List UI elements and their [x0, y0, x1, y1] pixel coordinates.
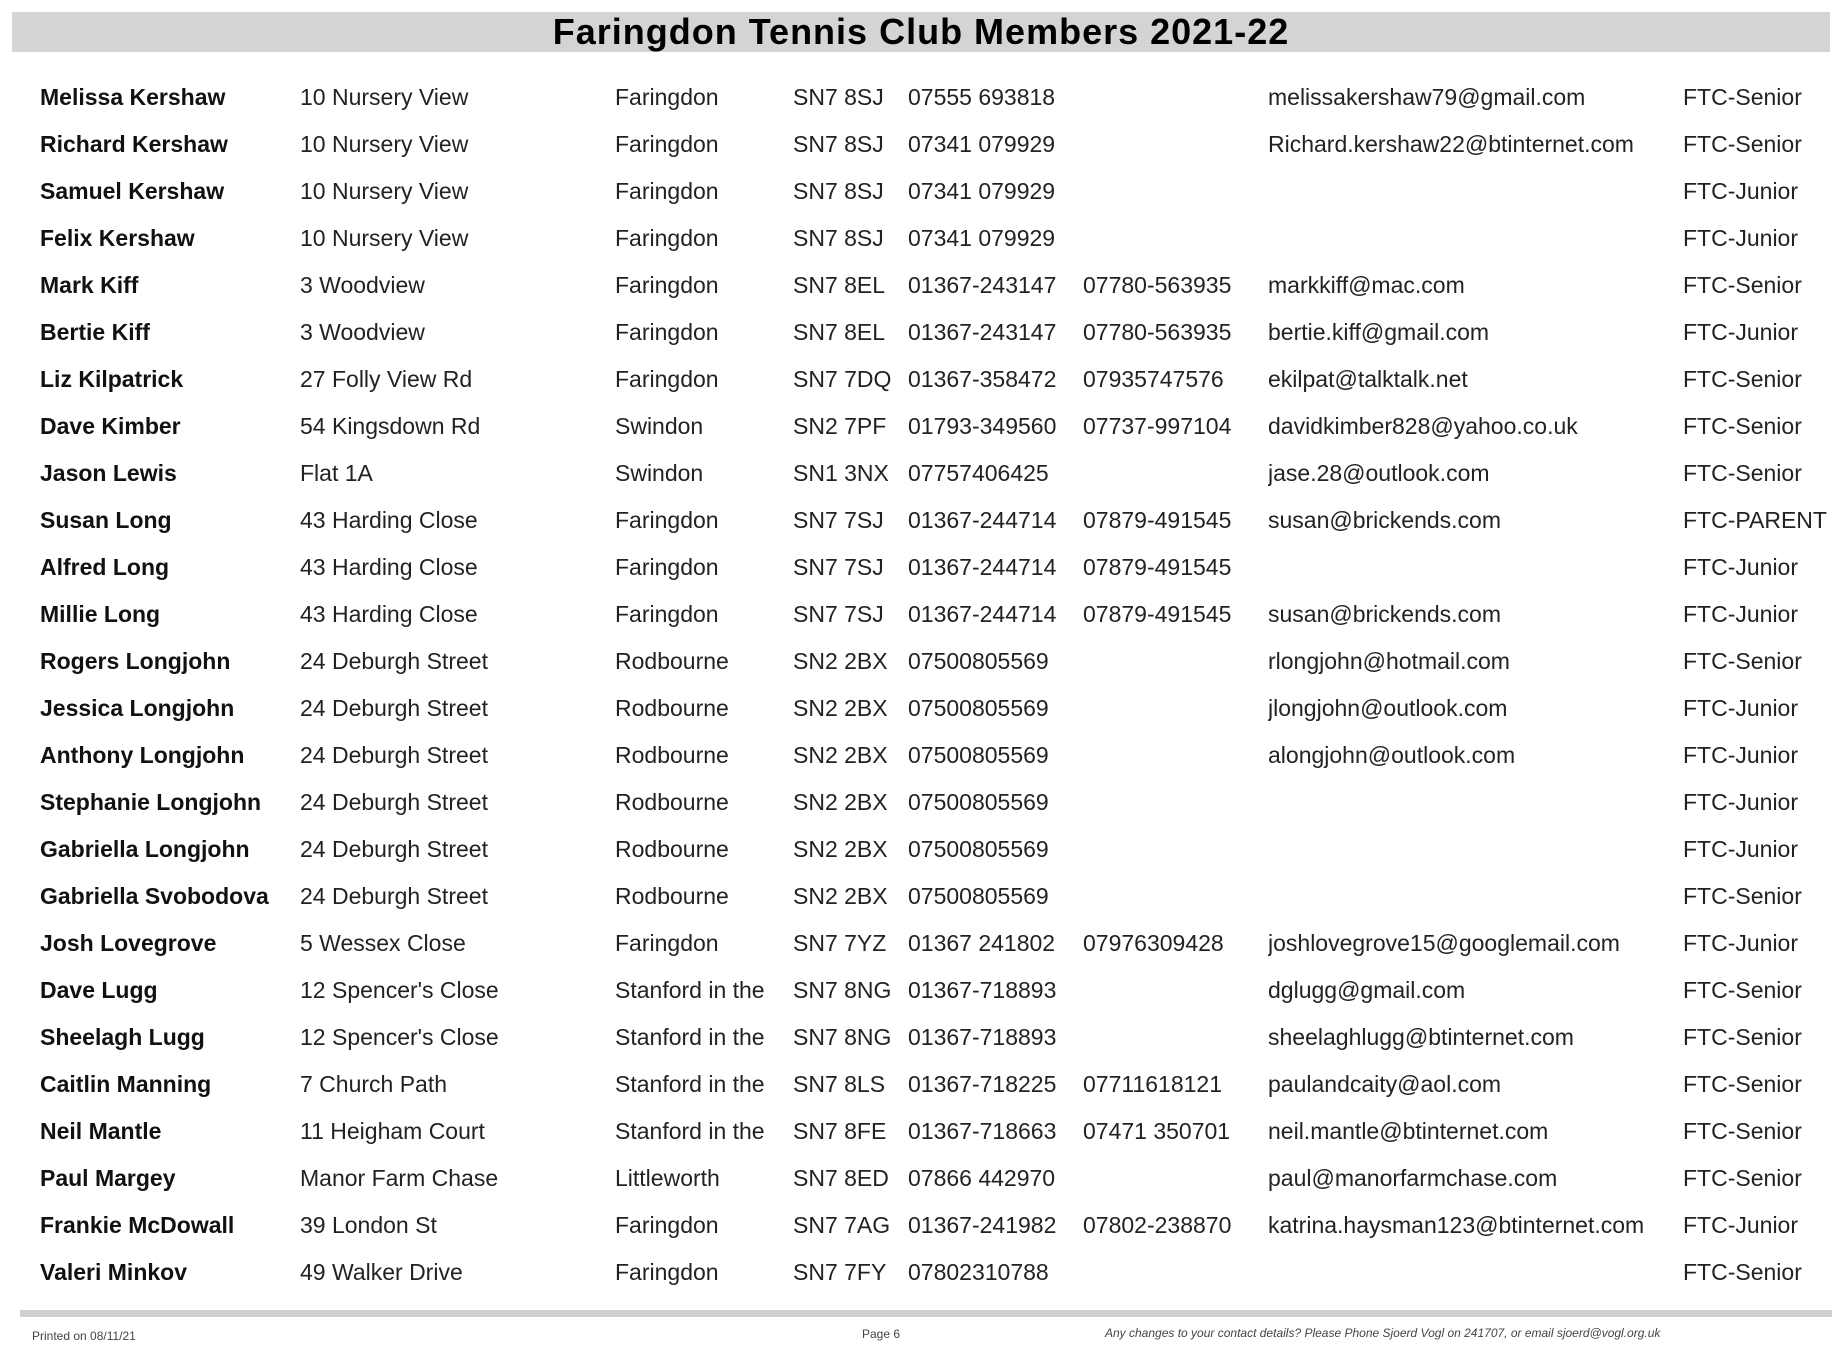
member-email: davidkimber828@yahoo.co.uk — [1268, 413, 1578, 439]
member-postcode: SN2 2BX — [793, 742, 888, 768]
member-postcode: SN7 8FE — [793, 1118, 887, 1144]
member-postcode: SN7 8EL — [793, 272, 886, 298]
member-name: Richard Kershaw — [40, 131, 228, 157]
member-postcode: SN7 7SJ — [793, 507, 884, 533]
member-email: rlongjohn@hotmail.com — [1268, 648, 1510, 674]
member-town: Stanford in the — [615, 1024, 765, 1050]
member-email: bertie.kiff@gmail.com — [1268, 319, 1490, 345]
member-postcode: SN7 8NG — [793, 977, 892, 1003]
membership-type: FTC-Senior — [1683, 648, 1802, 674]
member-email: neil.mantle@btinternet.com — [1268, 1118, 1549, 1144]
member-email: dglugg@gmail.com — [1268, 977, 1466, 1003]
member-email: ekilpat@talktalk.net — [1268, 366, 1468, 392]
member-row — [0, 638, 1842, 685]
member-mobile: 07879-491545 — [1083, 554, 1232, 580]
member-phone: 07500805569 — [908, 789, 1049, 815]
member-email: melissakershaw79@gmail.com — [1268, 84, 1586, 110]
member-address: 43 Harding Close — [300, 554, 478, 580]
member-postcode: SN7 7YZ — [793, 930, 887, 956]
member-name: Jessica Longjohn — [40, 695, 235, 721]
member-phone: 07500805569 — [908, 836, 1049, 862]
member-row — [0, 74, 1842, 121]
member-address: 10 Nursery View — [300, 225, 469, 251]
member-town: Swindon — [615, 460, 704, 486]
member-name: Gabriella Longjohn — [40, 836, 250, 862]
membership-type: FTC-Senior — [1683, 272, 1802, 298]
member-row — [0, 1014, 1842, 1061]
member-name: Melissa Kershaw — [40, 84, 226, 110]
member-postcode: SN7 8LS — [793, 1071, 886, 1097]
membership-type: FTC-Senior — [1683, 460, 1802, 486]
printed-date: Printed on 08/11/21 — [32, 1329, 136, 1343]
member-town: Faringdon — [615, 366, 719, 392]
member-phone: 01367-718893 — [908, 977, 1057, 1003]
member-name: Valeri Minkov — [40, 1259, 188, 1285]
member-row — [0, 967, 1842, 1014]
member-address: 49 Walker Drive — [300, 1259, 463, 1285]
membership-type: FTC-Junior — [1683, 789, 1799, 815]
member-email: jlongjohn@outlook.com — [1268, 695, 1508, 721]
member-address: 11 Heigham Court — [300, 1118, 485, 1144]
member-name: Gabriella Svobodova — [40, 883, 269, 909]
member-town: Rodbourne — [615, 883, 729, 909]
member-phone: 07341 079929 — [908, 225, 1056, 251]
member-town: Stanford in the — [615, 1118, 765, 1144]
member-postcode: SN7 8EL — [793, 319, 886, 345]
member-phone: 07802310788 — [908, 1259, 1049, 1285]
membership-type: FTC-PARENT — [1683, 507, 1827, 533]
member-row — [0, 591, 1842, 638]
member-name: Jason Lewis — [40, 460, 177, 486]
member-list — [0, 74, 1842, 1296]
member-address: 10 Nursery View — [300, 178, 469, 204]
member-name: Dave Kimber — [40, 413, 181, 439]
member-phone: 07341 079929 — [908, 178, 1056, 204]
member-name: Anthony Longjohn — [40, 742, 245, 768]
member-email: katrina.haysman123@btinternet.com — [1268, 1212, 1645, 1238]
member-postcode: SN7 7DQ — [793, 366, 892, 392]
member-row — [0, 309, 1842, 356]
member-town: Faringdon — [615, 272, 719, 298]
member-town: Stanford in the — [615, 977, 765, 1003]
member-postcode: SN7 8NG — [793, 1024, 892, 1050]
member-name: Susan Long — [40, 507, 172, 533]
membership-type: FTC-Senior — [1683, 84, 1802, 110]
member-row — [0, 215, 1842, 262]
member-email: susan@brickends.com — [1268, 507, 1501, 533]
member-address: 5 Wessex Close — [300, 930, 466, 956]
member-mobile: 07879-491545 — [1083, 601, 1232, 627]
member-phone: 01367-244714 — [908, 554, 1057, 580]
member-mobile: 07780-563935 — [1083, 319, 1232, 345]
member-mobile: 07976309428 — [1083, 930, 1224, 956]
member-town: Faringdon — [615, 225, 719, 251]
member-row — [0, 403, 1842, 450]
member-address: 24 Deburgh Street — [300, 695, 488, 721]
member-name: Millie Long — [40, 601, 161, 627]
member-address: 43 Harding Close — [300, 601, 478, 627]
member-name: Alfred Long — [40, 554, 170, 580]
membership-type: FTC-Senior — [1683, 1165, 1802, 1191]
member-postcode: SN2 2BX — [793, 648, 888, 674]
member-name: Frankie McDowall — [40, 1212, 235, 1238]
member-name: Rogers Longjohn — [40, 648, 231, 674]
membership-type: FTC-Senior — [1683, 1071, 1802, 1097]
member-town: Rodbourne — [615, 648, 729, 674]
member-email: paul@manorfarmchase.com — [1268, 1165, 1558, 1191]
member-row — [0, 356, 1842, 403]
member-town: Rodbourne — [615, 789, 729, 815]
member-mobile: 07802-238870 — [1083, 1212, 1232, 1238]
member-phone: 01367-243147 — [908, 319, 1057, 345]
page-number: Page 6 — [862, 1327, 901, 1341]
member-row — [0, 450, 1842, 497]
member-name: Felix Kershaw — [40, 225, 195, 251]
member-town: Faringdon — [615, 1259, 719, 1285]
member-postcode: SN7 8SJ — [793, 225, 884, 251]
membership-type: FTC-Senior — [1683, 1259, 1802, 1285]
member-town: Rodbourne — [615, 742, 729, 768]
member-postcode: SN7 7SJ — [793, 554, 884, 580]
member-town: Swindon — [615, 413, 704, 439]
membership-type: FTC-Senior — [1683, 131, 1802, 157]
member-town: Faringdon — [615, 930, 719, 956]
member-address: 10 Nursery View — [300, 131, 469, 157]
member-postcode: SN1 3NX — [793, 460, 889, 486]
title-bar — [12, 12, 1830, 52]
footer-divider — [20, 1310, 1832, 1317]
member-address: 24 Deburgh Street — [300, 883, 488, 909]
member-postcode: SN7 8SJ — [793, 84, 884, 110]
membership-type: FTC-Junior — [1683, 319, 1799, 345]
member-email: jase.28@outlook.com — [1268, 460, 1490, 486]
member-name: Samuel Kershaw — [40, 178, 225, 204]
member-mobile: 07471 350701 — [1083, 1118, 1231, 1144]
member-phone: 01367-244714 — [908, 601, 1057, 627]
member-address: 12 Spencer's Close — [300, 1024, 499, 1050]
member-address: 24 Deburgh Street — [300, 742, 488, 768]
member-address: 39 London St — [300, 1212, 437, 1238]
member-mobile: 07711618121 — [1083, 1071, 1222, 1097]
member-name: Josh Lovegrove — [40, 930, 217, 956]
member-town: Faringdon — [615, 601, 719, 627]
member-mobile: 07935747576 — [1083, 366, 1224, 392]
member-row — [0, 779, 1842, 826]
member-email: markkiff@mac.com — [1268, 272, 1465, 298]
member-phone: 01367 241802 — [908, 930, 1056, 956]
member-address: 7 Church Path — [300, 1071, 448, 1097]
member-row — [0, 1202, 1842, 1249]
member-postcode: SN2 2BX — [793, 883, 888, 909]
member-town: Faringdon — [615, 131, 719, 157]
member-phone: 07500805569 — [908, 742, 1049, 768]
member-row — [0, 732, 1842, 779]
member-address: 43 Harding Close — [300, 507, 478, 533]
member-postcode: SN7 8SJ — [793, 178, 884, 204]
member-postcode: SN2 2BX — [793, 695, 888, 721]
member-address: 24 Deburgh Street — [300, 836, 488, 862]
member-town: Faringdon — [615, 84, 719, 110]
member-row — [0, 1249, 1842, 1296]
member-mobile: 07780-563935 — [1083, 272, 1232, 298]
member-postcode: SN7 8ED — [793, 1165, 889, 1191]
member-town: Faringdon — [615, 1212, 719, 1238]
member-postcode: SN7 7SJ — [793, 601, 884, 627]
member-row — [0, 1155, 1842, 1202]
member-email: joshlovegrove15@googlemail.com — [1268, 930, 1620, 956]
member-address: 12 Spencer's Close — [300, 977, 499, 1003]
page-title: Faringdon Tennis Club Members 2021-22 — [552, 11, 1290, 52]
member-name: Sheelagh Lugg — [40, 1024, 205, 1050]
member-postcode: SN2 7PF — [793, 413, 887, 439]
member-postcode: SN2 2BX — [793, 789, 888, 815]
membership-type: FTC-Junior — [1683, 930, 1799, 956]
member-mobile: 07879-491545 — [1083, 507, 1232, 533]
member-town: Faringdon — [615, 507, 719, 533]
member-row — [0, 497, 1842, 544]
member-town: Rodbourne — [615, 695, 729, 721]
membership-type: FTC-Senior — [1683, 366, 1802, 392]
member-row — [0, 920, 1842, 967]
membership-type: FTC-Junior — [1683, 601, 1799, 627]
member-address: 27 Folly View Rd — [300, 366, 473, 392]
member-phone: 01367-718893 — [908, 1024, 1057, 1050]
member-postcode: SN7 8SJ — [793, 131, 884, 157]
membership-type: FTC-Senior — [1683, 1118, 1802, 1144]
member-address: Manor Farm Chase — [300, 1165, 499, 1191]
member-name: Dave Lugg — [40, 977, 158, 1003]
member-town: Faringdon — [615, 554, 719, 580]
member-address: 24 Deburgh Street — [300, 789, 488, 815]
member-town: Faringdon — [615, 319, 719, 345]
member-phone: 01367-243147 — [908, 272, 1057, 298]
member-phone: 07500805569 — [908, 883, 1049, 909]
member-row — [0, 544, 1842, 591]
member-phone: 01367-244714 — [908, 507, 1057, 533]
member-phone: 01367-241982 — [908, 1212, 1057, 1238]
membership-type: FTC-Senior — [1683, 883, 1802, 909]
member-phone: 07866 442970 — [908, 1165, 1056, 1191]
member-row — [0, 873, 1842, 920]
membership-type: FTC-Senior — [1683, 1024, 1802, 1050]
member-town: Faringdon — [615, 178, 719, 204]
membership-type: FTC-Junior — [1683, 554, 1799, 580]
membership-type: FTC-Junior — [1683, 1212, 1799, 1238]
member-name: Bertie Kiff — [40, 319, 150, 345]
member-town: Littleworth — [615, 1165, 720, 1191]
membership-type: FTC-Junior — [1683, 836, 1799, 862]
member-email: alongjohn@outlook.com — [1268, 742, 1516, 768]
member-phone: 01367-718663 — [908, 1118, 1057, 1144]
member-row — [0, 262, 1842, 309]
member-email: Richard.kershaw22@btinternet.com — [1268, 131, 1634, 157]
member-address: 10 Nursery View — [300, 84, 469, 110]
member-email: sheelaghlugg@btinternet.com — [1268, 1024, 1574, 1050]
member-row — [0, 1108, 1842, 1155]
member-phone: 07757406425 — [908, 460, 1049, 486]
member-phone: 01793-349560 — [908, 413, 1057, 439]
member-postcode: SN7 7AG — [793, 1212, 891, 1238]
membership-type: FTC-Junior — [1683, 225, 1799, 251]
member-row — [0, 685, 1842, 732]
member-postcode: SN2 2BX — [793, 836, 888, 862]
membership-type: FTC-Junior — [1683, 178, 1799, 204]
member-row — [0, 121, 1842, 168]
membership-type: FTC-Junior — [1683, 742, 1799, 768]
member-phone: 01367-718225 — [908, 1071, 1057, 1097]
member-name: Liz Kilpatrick — [40, 366, 184, 392]
membership-type: FTC-Junior — [1683, 695, 1799, 721]
member-name: Paul Margey — [40, 1165, 176, 1191]
member-phone: 01367-358472 — [908, 366, 1057, 392]
member-town: Stanford in the — [615, 1071, 765, 1097]
member-address: 24 Deburgh Street — [300, 648, 488, 674]
member-email: paulandcaity@aol.com — [1268, 1071, 1502, 1097]
member-row — [0, 826, 1842, 873]
contact-note: Any changes to your contact details? Please Phone Sjoerd Vogl on 241707, or email sjoerd@vogl.org.uk — [1105, 1326, 1661, 1340]
member-address: 54 Kingsdown Rd — [300, 413, 481, 439]
member-name: Neil Mantle — [40, 1118, 162, 1144]
membership-type: FTC-Senior — [1683, 413, 1802, 439]
member-row — [0, 1061, 1842, 1108]
member-name: Mark Kiff — [40, 272, 139, 298]
member-phone: 07341 079929 — [908, 131, 1056, 157]
member-phone: 07555 693818 — [908, 84, 1056, 110]
member-address: 3 Woodview — [300, 319, 425, 345]
member-address: 3 Woodview — [300, 272, 425, 298]
member-address: Flat 1A — [300, 460, 373, 486]
member-town: Rodbourne — [615, 836, 729, 862]
member-name: Stephanie Longjohn — [40, 789, 262, 815]
membership-type: FTC-Senior — [1683, 977, 1802, 1003]
member-mobile: 07737-997104 — [1083, 413, 1232, 439]
member-email: susan@brickends.com — [1268, 601, 1501, 627]
member-phone: 07500805569 — [908, 648, 1049, 674]
member-row — [0, 168, 1842, 215]
member-postcode: SN7 7FY — [793, 1259, 887, 1285]
member-phone: 07500805569 — [908, 695, 1049, 721]
member-name: Caitlin Manning — [40, 1071, 212, 1097]
